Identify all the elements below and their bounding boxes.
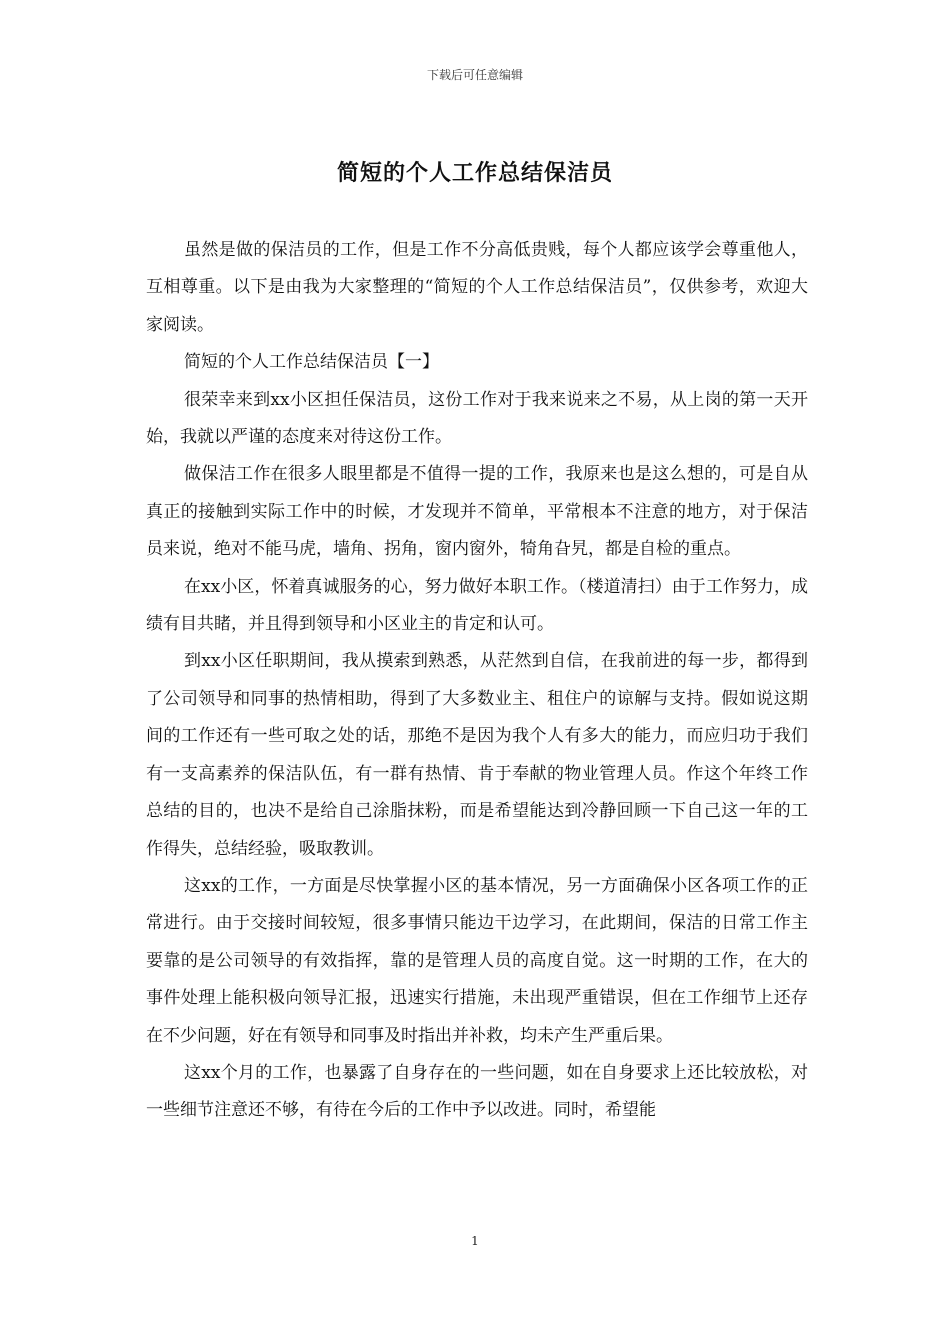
paragraph: 很荣幸来到xx小区担任保洁员，这份工作对于我来说来之不易，从上岗的第一天开始，我就以严谨的态度来对待这份工作。 bbox=[146, 389, 808, 448]
paragraph: 做保洁工作在很多人眼里都是不值得一提的工作，我原来也是这么想的，可是自从真正的接触到实际工作中的时候，才发现并不简单，平常根本不注意的地方，对于保洁员来说，绝对不能马虎，墙角、拐角，窗内窗外，犄角旮旯，都是自检的重点。 bbox=[146, 464, 808, 560]
header-note: 下载后可任意编辑 bbox=[426, 68, 523, 82]
paragraph: 这xx个月的工作，也暴露了自身存在的一些问题，如在自身要求上还比较放松，对一些细节注意还不够，有待在今后的工作中予以改进。同时，希望能 bbox=[146, 1062, 808, 1121]
paragraph: 这xx的工作，一方面是尽快掌握小区的基本情况，另一方面确保小区各项工作的正常进行。由于交接时间较短，很多事情只能边干边学习，在此期间，保洁的日常工作主要靠的是公司领导的有效指挥，靠的是管理人员的高度自觉。这一时期的工作，在大的事件处理上能积极向领导汇报，迅速实行措施，未出现严重错误，但在工作细节上还存在不少问题，好在有领导和同事及时指出并补救，均未产生严重后果。 bbox=[146, 875, 808, 1046]
paragraph: 到xx小区任职期间，我从摸索到熟悉，从茫然到自信，在我前进的每一步，都得到了公司领导和同事的热情相助，得到了大多数业主、租住户的谅解与支持。假如说这期间的工作还有一些可取之处的话，那绝不是因为我个人有多大的能力，而应归功于我们有一支高素养的保洁队伍，有一群有热情、肯于奉献的物业管理人员。作这个年终工作总结的目的，也决不是给自己涂脂抹粉，而是希望能达到冷静回顾一下自己这一年的工作得失，总结经验，吸取教训。 bbox=[146, 651, 808, 859]
page-number: 1 bbox=[471, 1234, 479, 1248]
document-title: 简短的个人工作总结保洁员 bbox=[336, 160, 613, 186]
document-body bbox=[146, 232, 808, 1130]
section-heading: 简短的个人工作总结保洁员【一】 bbox=[184, 352, 439, 373]
paragraph: 在xx小区，怀着真诚服务的心，努力做好本职工作。（楼道清扫）由于工作努力，成绩有目共睹，并且得到领导和小区业主的肯定和认可。 bbox=[146, 576, 808, 635]
paragraph-intro: 虽然是做的保洁员的工作，但是工作不分高低贵贱，每个人都应该学会尊重他人，互相尊重。以下是由我为大家整理的“简短的个人工作总结保洁员”，仅供参考，欢迎大家阅读。 bbox=[146, 240, 808, 335]
